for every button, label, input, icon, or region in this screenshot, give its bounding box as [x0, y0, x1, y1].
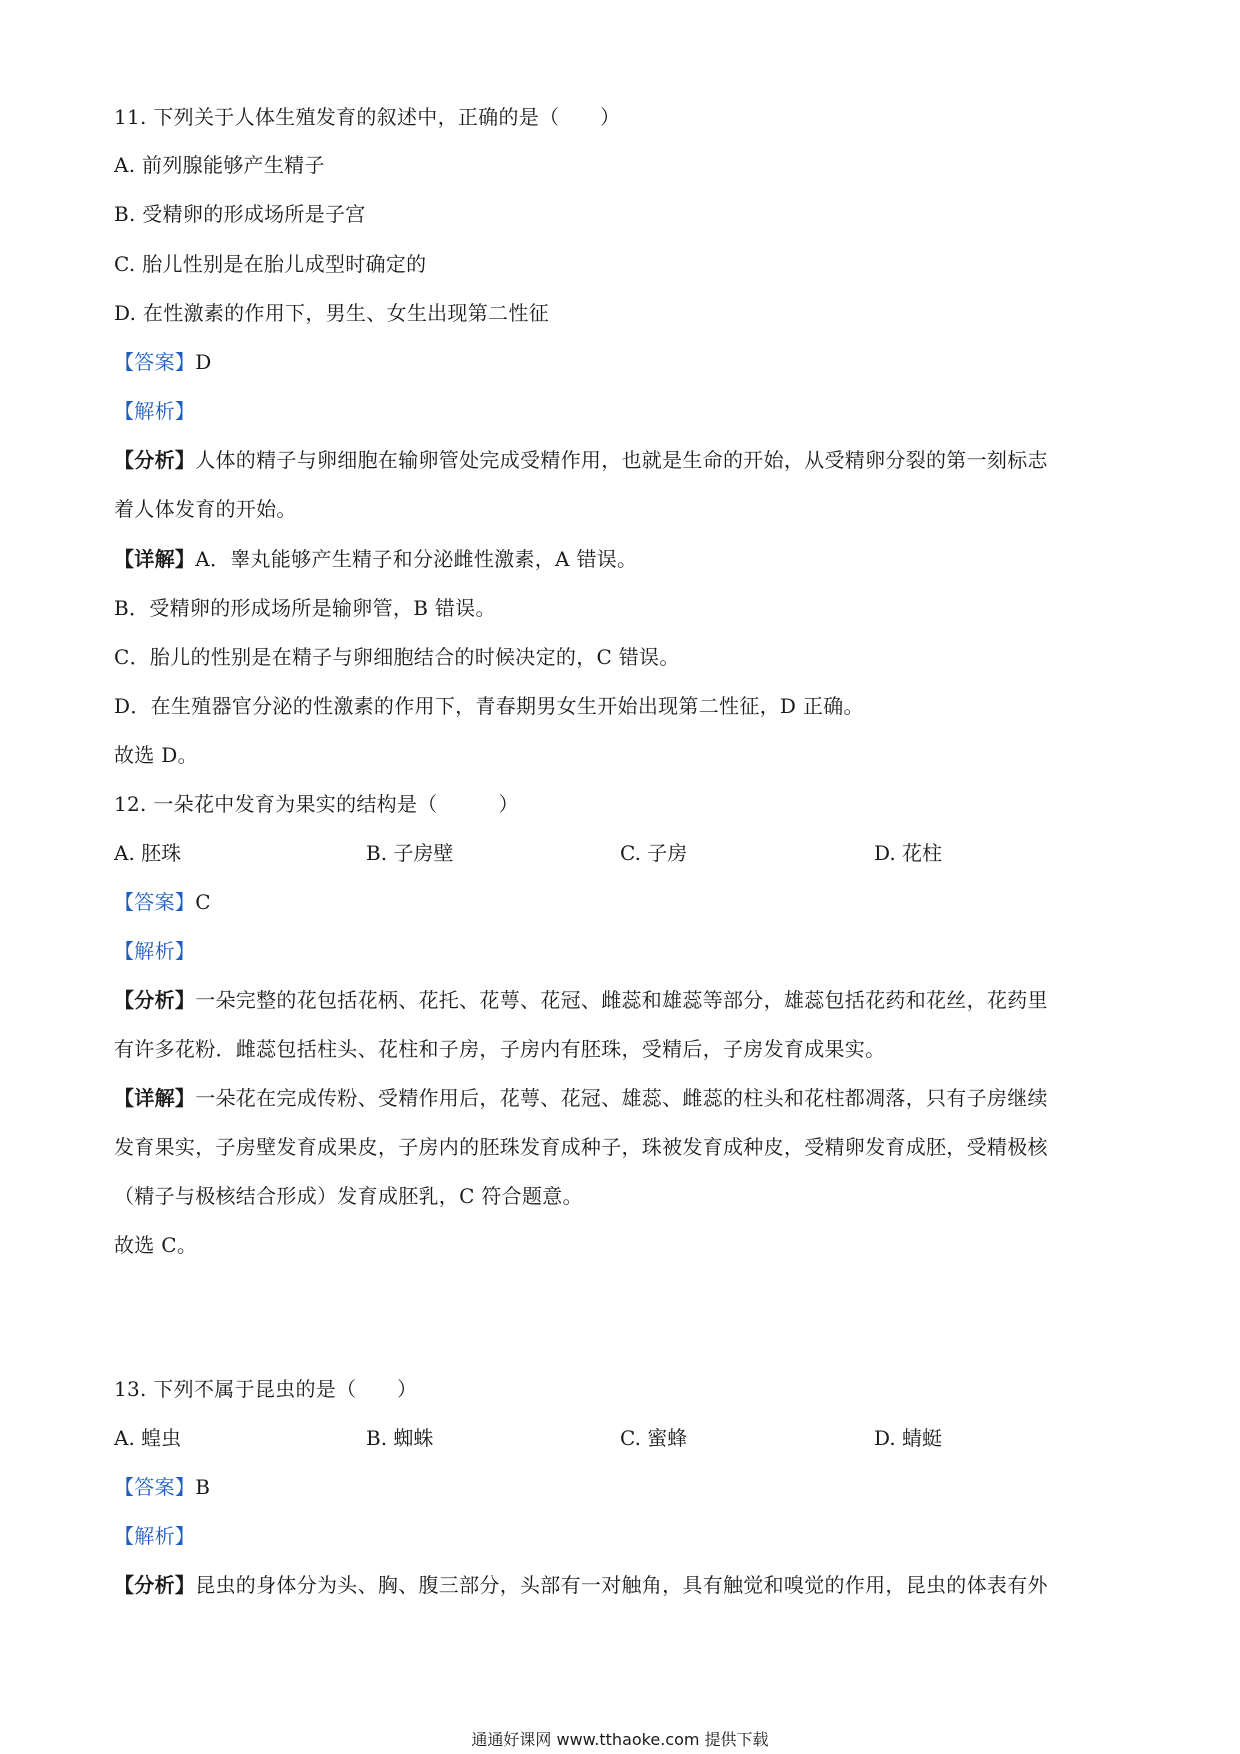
q11-stem: 11. 下列关于人体生殖发育的叙述中，正确的是（ ） [114, 105, 621, 129]
q11-analysis-tag [114, 397, 1134, 425]
q11-fenxi-line2: 着人体发育的开始。 [114, 497, 297, 521]
fenxi-text: 昆虫的身体分为头、胸、腹三部分，头部有一对触角，具有触觉和嗅觉的作用，昆虫的体表有外 [195, 1573, 1048, 1597]
q12-xiangjie-line3: （精子与极核结合形成）发育成胚乳，C 符合题意。 [114, 1184, 583, 1208]
xiangjie-tag: 【详解】 [114, 1086, 196, 1110]
answer-tag: 【答案】 [114, 1475, 196, 1499]
fenxi-tag: 【分析】 [114, 1573, 196, 1597]
q12-analysis-tag [114, 937, 1134, 965]
q13-stem: 13. 下列不属于昆虫的是（ ） [114, 1377, 418, 1401]
xiangjie-tag: 【详解】 [114, 547, 196, 571]
q12-option-c: C. 子房 [620, 841, 688, 865]
analysis-tag: 【解析】 [114, 1524, 196, 1548]
q11-conclusion: 故选 D。 [114, 743, 198, 767]
answer-value: B [195, 1475, 211, 1499]
q11-answer [114, 348, 1134, 376]
fenxi-text: 一朵完整的花包括花柄、花托、花萼、花冠、雌蕊和雄蕊等部分，雄蕊包括花药和花丝，花药里 [195, 988, 1048, 1012]
q11-option-c: C. 胎儿性别是在胎儿成型时确定的 [114, 252, 427, 276]
q13-analysis-tag [114, 1522, 1134, 1550]
q12-answer [114, 888, 1134, 916]
analysis-tag: 【解析】 [114, 939, 196, 963]
q13-option-b: B. 蜘蛛 [366, 1426, 434, 1450]
q12-option-a: A. 胚珠 [114, 841, 182, 865]
q12-conclusion: 故选 C。 [114, 1233, 198, 1257]
fenxi-text: 人体的精子与卵细胞在输卵管处完成受精作用，也就是生命的开始，从受精卵分裂的第一刻标志 [195, 448, 1048, 472]
xiangjie-text: 一朵花在完成传粉、受精作用后，花萼、花冠、雄蕊、雌蕊的柱头和花柱都凋落，只有子房继续 [195, 1086, 1048, 1110]
q13-answer [114, 1473, 1134, 1501]
q11-option-a: A. 前列腺能够产生精子 [114, 153, 325, 177]
answer-tag: 【答案】 [114, 350, 196, 374]
q12-option-b: B. 子房壁 [366, 841, 454, 865]
q12-fenxi-line2: 有许多花粉．雌蕊包括柱头、花柱和子房，子房内有胚珠，受精后，子房发育成果实。 [114, 1037, 886, 1061]
q13-option-d: D. 蜻蜓 [874, 1426, 943, 1450]
q12-xiangjie-line1 [114, 1084, 1134, 1112]
q11-xiangjie-line1 [114, 545, 1134, 573]
q12-stem: 12. 一朵花中发育为果实的结构是（ ） [114, 792, 519, 816]
q12-fenxi-line1 [114, 986, 1134, 1014]
q12-xiangjie-line2: 发育果实，子房壁发育成果皮，子房内的胚珠发育成种子，珠被发育成种皮，受精卵发育成胚，受精极核 [114, 1135, 1048, 1159]
q11-option-b: B. 受精卵的形成场所是子宫 [114, 202, 366, 226]
q13-option-a: A. 蝗虫 [114, 1426, 182, 1450]
q12-option-d: D. 花柱 [874, 841, 943, 865]
xiangjie-text: A．睾丸能够产生精子和分泌雌性激素，A 错误。 [195, 547, 638, 571]
fenxi-tag: 【分析】 [114, 988, 196, 1012]
analysis-tag: 【解析】 [114, 399, 196, 423]
page-footer: 通通好课网 www.tthaoke.com 提供下载 [471, 1730, 769, 1749]
q13-fenxi-line1 [114, 1571, 1134, 1599]
answer-value: C [195, 890, 211, 914]
fenxi-tag: 【分析】 [114, 448, 196, 472]
q11-option-d: D. 在性激素的作用下，男生、女生出现第二性征 [114, 301, 549, 325]
q11-fenxi-line1 [114, 446, 1134, 474]
answer-tag: 【答案】 [114, 890, 196, 914]
q11-xiangjie-line2: B．受精卵的形成场所是输卵管，B 错误。 [114, 596, 496, 620]
q13-option-c: C. 蜜蜂 [620, 1426, 688, 1450]
answer-value: D [195, 350, 212, 374]
q11-xiangjie-line3: C．胎儿的性别是在精子与卵细胞结合的时候决定的，C 错误。 [114, 645, 680, 669]
q11-xiangjie-line4: D．在生殖器官分泌的性激素的作用下，青春期男女生开始出现第二性征，D 正确。 [114, 694, 864, 718]
